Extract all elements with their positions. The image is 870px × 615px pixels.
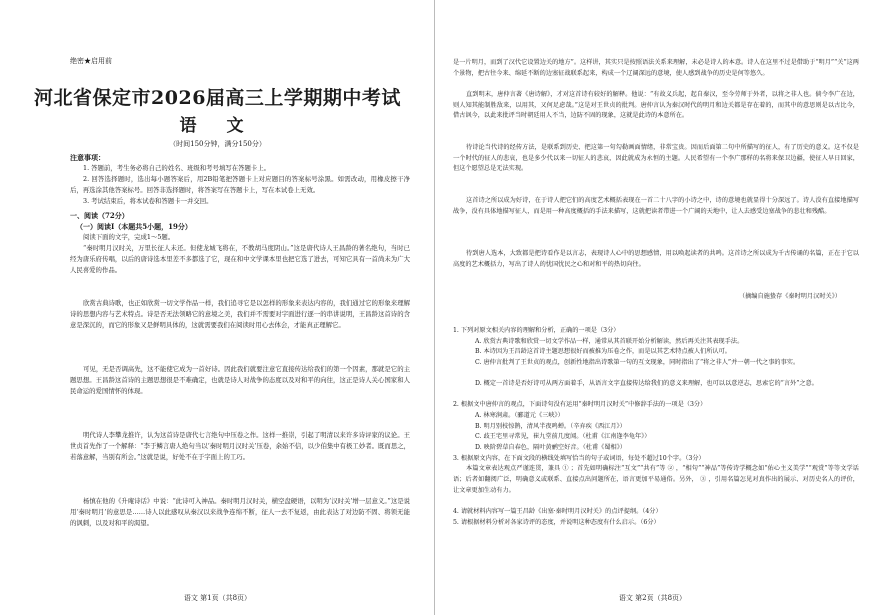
passage-paragraph: 是一片明月，而到了汉代它设置边关的地方”。这样讲，其实只是按照语法关系来理解，未必是诗人的本意。诗人在这里不过是借助于“明月”“关”这两个景物，把古往今来、绵延不断的边塞征战联系起来，构成一个辽阔深远的意境，使人感到战争的历史是何等悠久。 <box>453 59 859 77</box>
confidential-mark: 绝密★启用前 <box>70 57 112 65</box>
notice-item: 2. 回答选择题时，选出每小题答案后，用2B铅笔把答题卡上对应题目的答案标号涂黑。如需改动，用橡皮擦干净后，再选涂其他答案标号。回答非选择题时，将答案写在答题卡上，写在本试卷上无效。 <box>70 175 410 194</box>
passage-paragraph: 可见，无是否调高先，这不能使它成为一首好诗。因此我们就要注意它直接传达给我们的第一个因素，那就是它的主题思想。王昌龄这首诗的主题思想很是不难确定，也就是诗人对战争的态度以及对和平的向往，这正是诗人关心国家和人民命运的爱国情怀的体现。 <box>70 365 410 395</box>
question-2-option: A. 林寒涧肃。（郦道元《三峡》） <box>475 411 564 419</box>
question-1-option: C. 唐仲言批判了王世贞的观点，创新性地指出诗歌第一句的互文现象，同时指出了“将之非人”并一朝一代之事的事实。 <box>475 359 800 367</box>
question-1: 1. 下列对原文相关内容的理解和分析，正确的一项是（3分） <box>453 327 620 334</box>
passage-paragraph: 明代诗人李攀龙推许，认为这首诗是唐代七言绝句中压卷之作。这样一推崇，引起了明清以来许多诗评家的议论。王世贞首先作了一个解释：“李于鳞言唐人绝句当以‘秦时明月汉时关’压卷，余始不信，以少伯集中有极工妙者。既而思之，若落意解，当别有所会。”这就是说，好处不在于字面上的工巧。 <box>70 431 410 461</box>
question-3-text: 本篇文章表达观点严谨连贯，兼具 ① ；首先如明确标注“互文”“共有”等 ② ，“相句”“神品”等传诗学概念如“佑心主义美学”“观赏”等等文学话语；后者如翻阅广泛，明确意义或联系、直接点出问题所在，语言更加平易通俗。另外， ③ ，引用名篇怎见对真作出的展示、对历史名人的评价，让文章更加生动有力。 <box>453 465 859 494</box>
subsection-heading: （一）阅读Ⅰ（本题共5小题，19分） <box>76 222 192 231</box>
passage-paragraph: 杨慎在他的《升庵诗话》中说：“此诗可入神品。秦时明月汉时关，横空盘硬语，以明为‘汉时关’增一层意义。”这是说用‘秦时明月’的意思是……诗人以此感叹从秦汉以来战争连绵不断，征人一去不复返，由此表达了对边防不固、将领无能的讽刺，以及对和平的渴望。 <box>70 497 410 527</box>
notice-heading: 注意事项： <box>70 153 105 162</box>
passage-continued <box>453 58 859 303</box>
page-footer: 语文 第2页（共8页） <box>618 594 687 602</box>
question-1-option: D. 概定一首诗是否好诗可从两方面着手，从语言文字直接传达给我们的意义来理解，也可以以意逆志，思索它的“言外”之意。 <box>475 380 818 388</box>
notice-item: 3. 考试结束后，将本试卷和答题卡一并交回。 <box>83 197 213 205</box>
question-2-option: C. 歧王宅里寻常见，崔九堂前几度闻。（杜甫《江南逢李龟年》） <box>475 433 651 441</box>
notice-section <box>70 152 410 207</box>
question-2-option: B. 明月别枝惊鹊，清风半夜鸣蝉。（辛弃疾《西江月》） <box>475 422 626 430</box>
question-2: 2. 根据文中唐仲言的观点，下面诗句没有运用“秦时明月汉时关”中修辞手法的一项是（3分） <box>453 401 707 409</box>
question-1-option: B. 本诗因为王昌龄这首诗主题思想很好而被推为压卷之作，而是以其艺术特点被人们所认可。 <box>475 348 731 356</box>
reading-section <box>70 210 410 551</box>
passage-paragraph: 欣赏古典诗歌，也正如欣赏一切文学作品一样，我们追寻它是以怎样的形象来表达内容的，我们通过它的形象来理解诗的思想内容与艺术特点。诗是否无法领略它的意境之美，我们并不需要对字面进行逐一的串讲说明，王昌龄这首诗的含意是深沉的，而它的形象又是鲜明具体的，这就需要我们在阅读时用心去体会，才能真正理解它。 <box>70 299 410 329</box>
section-heading: 一、阅读（72分） <box>70 211 129 220</box>
exam-title: 河北省保定市2026届高三上学期期中考试 <box>34 87 401 109</box>
page-footer: 语文 第1页（共8页） <box>183 594 252 602</box>
passage-source: （摘编自施蛰存《秦时明月汉时关》） <box>738 293 841 300</box>
right-page <box>435 0 870 615</box>
question-5: 5. 请根据材料分析对各家诗评的态度，并说明这种态度有什么启示。（6分） <box>453 519 660 527</box>
passage-paragraph: 直到明末，唐仲言著《唐诗解》，才对这首诗有较好的解释。他说：“有故义兵起，起自秦汉，至今劳师于外者，以将之非人也。倘令李广在边，则人知其能制胜敌来，以用其，又何足虑哉。”这是对王世贞的批判。唐仲言认为秦汉时代的明月和边关都是存在着的，而其中的意思则是以古比今，借古讽今，以此来批评当时朝廷用人不当，边防不固的现象，这就是此诗的本意所在。 <box>453 91 859 120</box>
passage-paragraph: 待诗论当代诗的经传方法，是联系到历史、把这第一句勾勒画面情绪，非常宝贵。因而后面第二句中所描写的征人，有了历史的意义。这不仅是一个时代的征人的悲哀，也是多少代以来一切征人的悲哀，因此就成为永恒的主题。人民希望有一个李广那样的名将来保卫边疆，使征人早日回家，但这个愿望总是无法实现。 <box>453 144 859 173</box>
notice-item: 1. 答题前，考生务必将自己的姓名、班级和考号填写在答题卡上。 <box>83 164 271 172</box>
question-4: 4. 请就材料内容写一篇王昌龄《出塞·秦时明月汉时关》的点评提纲。（4分） <box>453 508 662 516</box>
questions-section <box>453 326 859 529</box>
question-3: 3. 根据原文内容，在下面文段的横线处填写恰当的句子或词语，每处不超过10个字。（3分） <box>453 454 705 462</box>
passage-paragraph: “秦时明月汉时关，万里长征人未还。但使龙城飞将在，不教胡马度阴山。”这是唐代诗人王昌龄的著名绝句，当时已经为唐乐府传唱，以后的唐诗选本里差不多都选了它，现在和中文学课本里也把它选了进去，可知它具有一首尚未为广大人民喜爱的作品。 <box>70 244 410 274</box>
reading-instruction: 阅读下面的文字，完成1～5题。 <box>83 233 175 241</box>
subject-title: 语 文 <box>179 116 256 136</box>
exam-time: （时间150分钟，满分150分） <box>169 140 266 148</box>
passage-paragraph: 这首诗之所以成为好诗，在于诗人把它们的高度艺术概括表现在一首二十八字的小诗之中，诗的意境也就显得十分深远了。诗人没有直接地描写战争，没有具体地描写征人，而是用一种高度概括的手法来描写，这就把读者带进一个广阔的天地中，让人去感受边塞战争的悲壮和残酷。 <box>453 197 859 215</box>
question-1-option: A. 欣赏古典诗歌和欣赏一切文学作品一样，通常从其首联开始分析解读，然后再关注其表现手法。 <box>475 337 744 345</box>
passage-paragraph: 待到唐人选本，大致都是把诗看作是以言志，表现诗人心中的思想感情，用以唤起读者的共鸣。这首诗之所以成为千古传诵的名篇，正在于它以高度的艺术概括力，写出了诗人的忧国忧民之心和对和平的热切向往。 <box>453 250 859 268</box>
question-2-option: D. 映阶碧草自春色，隔叶黄鹂空好音。（杜甫《蜀相》） <box>475 443 626 451</box>
